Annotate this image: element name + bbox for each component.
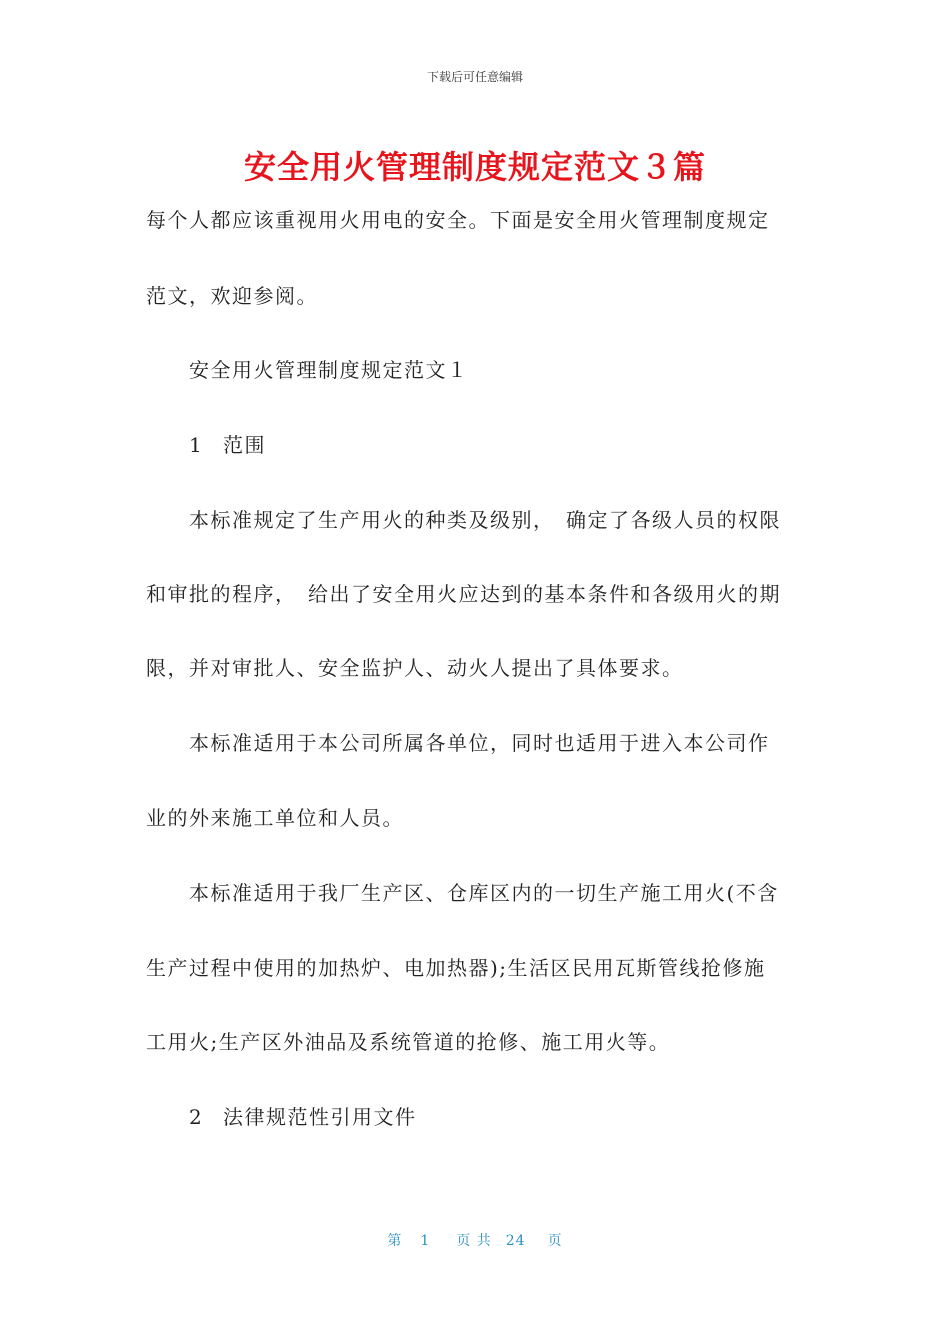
footer-prefix: 第: [387, 1233, 403, 1249]
para3-line-2: 生产过程中使用的加热炉、电加热器);生活区民用瓦斯管线抢修施: [146, 956, 766, 980]
heading-text: 法律规范性引用文件: [223, 1105, 417, 1129]
para3-line-1: 本标准适用于我厂生产区、仓库区内的一切生产施工用火(不含: [189, 881, 779, 905]
intro-line-2: 范文，欢迎参阅。: [146, 284, 318, 308]
footer-page-number: 1: [420, 1233, 431, 1249]
page-footer: [0, 1230, 950, 1250]
footer-mid: 页 共: [456, 1233, 492, 1249]
para2-line-1: 本标准适用于本公司所属各单位，同时也适用于进入本公司作: [189, 731, 770, 755]
footer-total-pages: 24: [505, 1233, 526, 1249]
heading-scope: [189, 433, 266, 457]
header-note: 下载后可任意编辑: [426, 70, 523, 84]
para3-line-3: 工用火;生产区外油品及系统管道的抢修、施工用火等。: [146, 1030, 671, 1054]
intro-line-1: 每个人都应该重视用火用电的安全。下面是安全用火管理制度规定: [146, 208, 770, 232]
heading-references: [189, 1105, 417, 1129]
heading-number: 1: [189, 433, 204, 457]
section-title: 安全用火管理制度规定范文１: [189, 358, 469, 382]
para1-line-1: 本标准规定了生产用火的种类及级别， 确定了各级人员的权限: [189, 508, 781, 532]
heading-number: 2: [189, 1105, 204, 1129]
document-title: 安全用火管理制度规定范文３篇: [243, 148, 706, 186]
heading-text: 范围: [223, 433, 266, 457]
footer-suffix: 页: [547, 1233, 563, 1249]
para2-line-2: 业的外来施工单位和人员。: [146, 806, 404, 830]
para1-line-3: 限，并对审批人、安全监护人、动火人提出了具体要求。: [146, 656, 684, 680]
para1-line-2: 和审批的程序， 给出了安全用火应达到的基本条件和各级用火的期: [146, 582, 781, 606]
